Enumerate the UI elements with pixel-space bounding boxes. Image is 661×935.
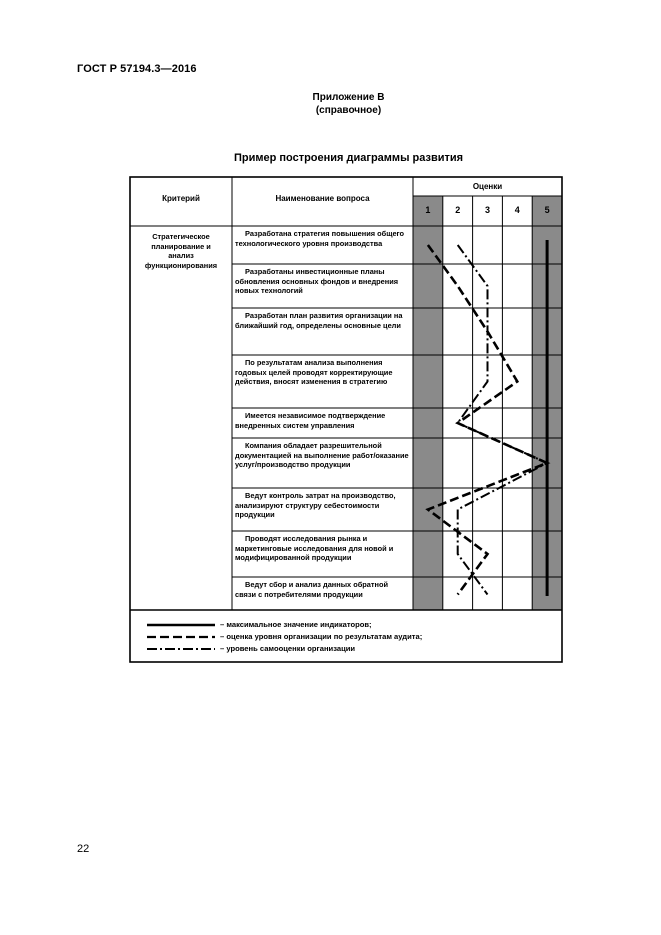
question-cell: Ведут контроль затрат на производство, анализируют структуру себестоимости продукции bbox=[235, 491, 396, 520]
score-label-3: 3 bbox=[484, 205, 490, 215]
score-label-2: 2 bbox=[455, 205, 461, 215]
question-cell: По результатам анализа выполнения годовых целей проводят корректирующие действия, вносят изменения в стратегию bbox=[235, 358, 393, 387]
header-question: Наименование вопроса bbox=[275, 194, 370, 203]
question-cell: Имеется независимое подтверждение внедренных систем управления bbox=[235, 411, 386, 430]
page-number: 22 bbox=[77, 843, 90, 855]
figure-title: Пример построения диаграммы развития bbox=[233, 152, 464, 164]
score-label-4: 4 bbox=[514, 205, 520, 215]
document-header: ГОСТ Р 57194.3—2016 bbox=[77, 63, 197, 75]
question-cell: Разработаны инвестиционные планы обновления основных фондов и внедрения новых технологий bbox=[235, 267, 399, 296]
legend-label-solid: – максимальное значение индикаторов; bbox=[220, 620, 372, 629]
header-criterion: Критерий bbox=[162, 194, 200, 203]
annex-subtitle: (справочное) bbox=[315, 105, 382, 116]
header-scores: Оценки bbox=[472, 182, 503, 191]
question-cell: Разработана стратегия повышения общего технологического уровня производства bbox=[235, 229, 405, 248]
annex-title: Приложение В bbox=[312, 92, 385, 103]
legend-label-dashed: – оценка уровня организации по результатам аудита; bbox=[220, 632, 423, 641]
score-label-5: 5 bbox=[544, 205, 550, 215]
legend-label-dashdot: – уровень самооценки организации bbox=[220, 644, 356, 653]
question-cell: Разработан план развития организации на ближайший год, определены основные цели bbox=[235, 311, 403, 330]
question-cell: Проводят исследования рынка и маркетинговые исследования для новой и модифицированной продукции bbox=[235, 534, 394, 563]
score-label-1: 1 bbox=[425, 205, 431, 215]
question-cell: Ведут сбор и анализ данных обратной связи с потребителями продукции bbox=[235, 580, 389, 599]
question-cell: Компания обладает разрешительной документацией на выполнение работ/оказание услуг/производство продукции bbox=[235, 441, 409, 470]
criterion-text: Стратегическое планирование и анализ функционирования bbox=[144, 232, 218, 270]
